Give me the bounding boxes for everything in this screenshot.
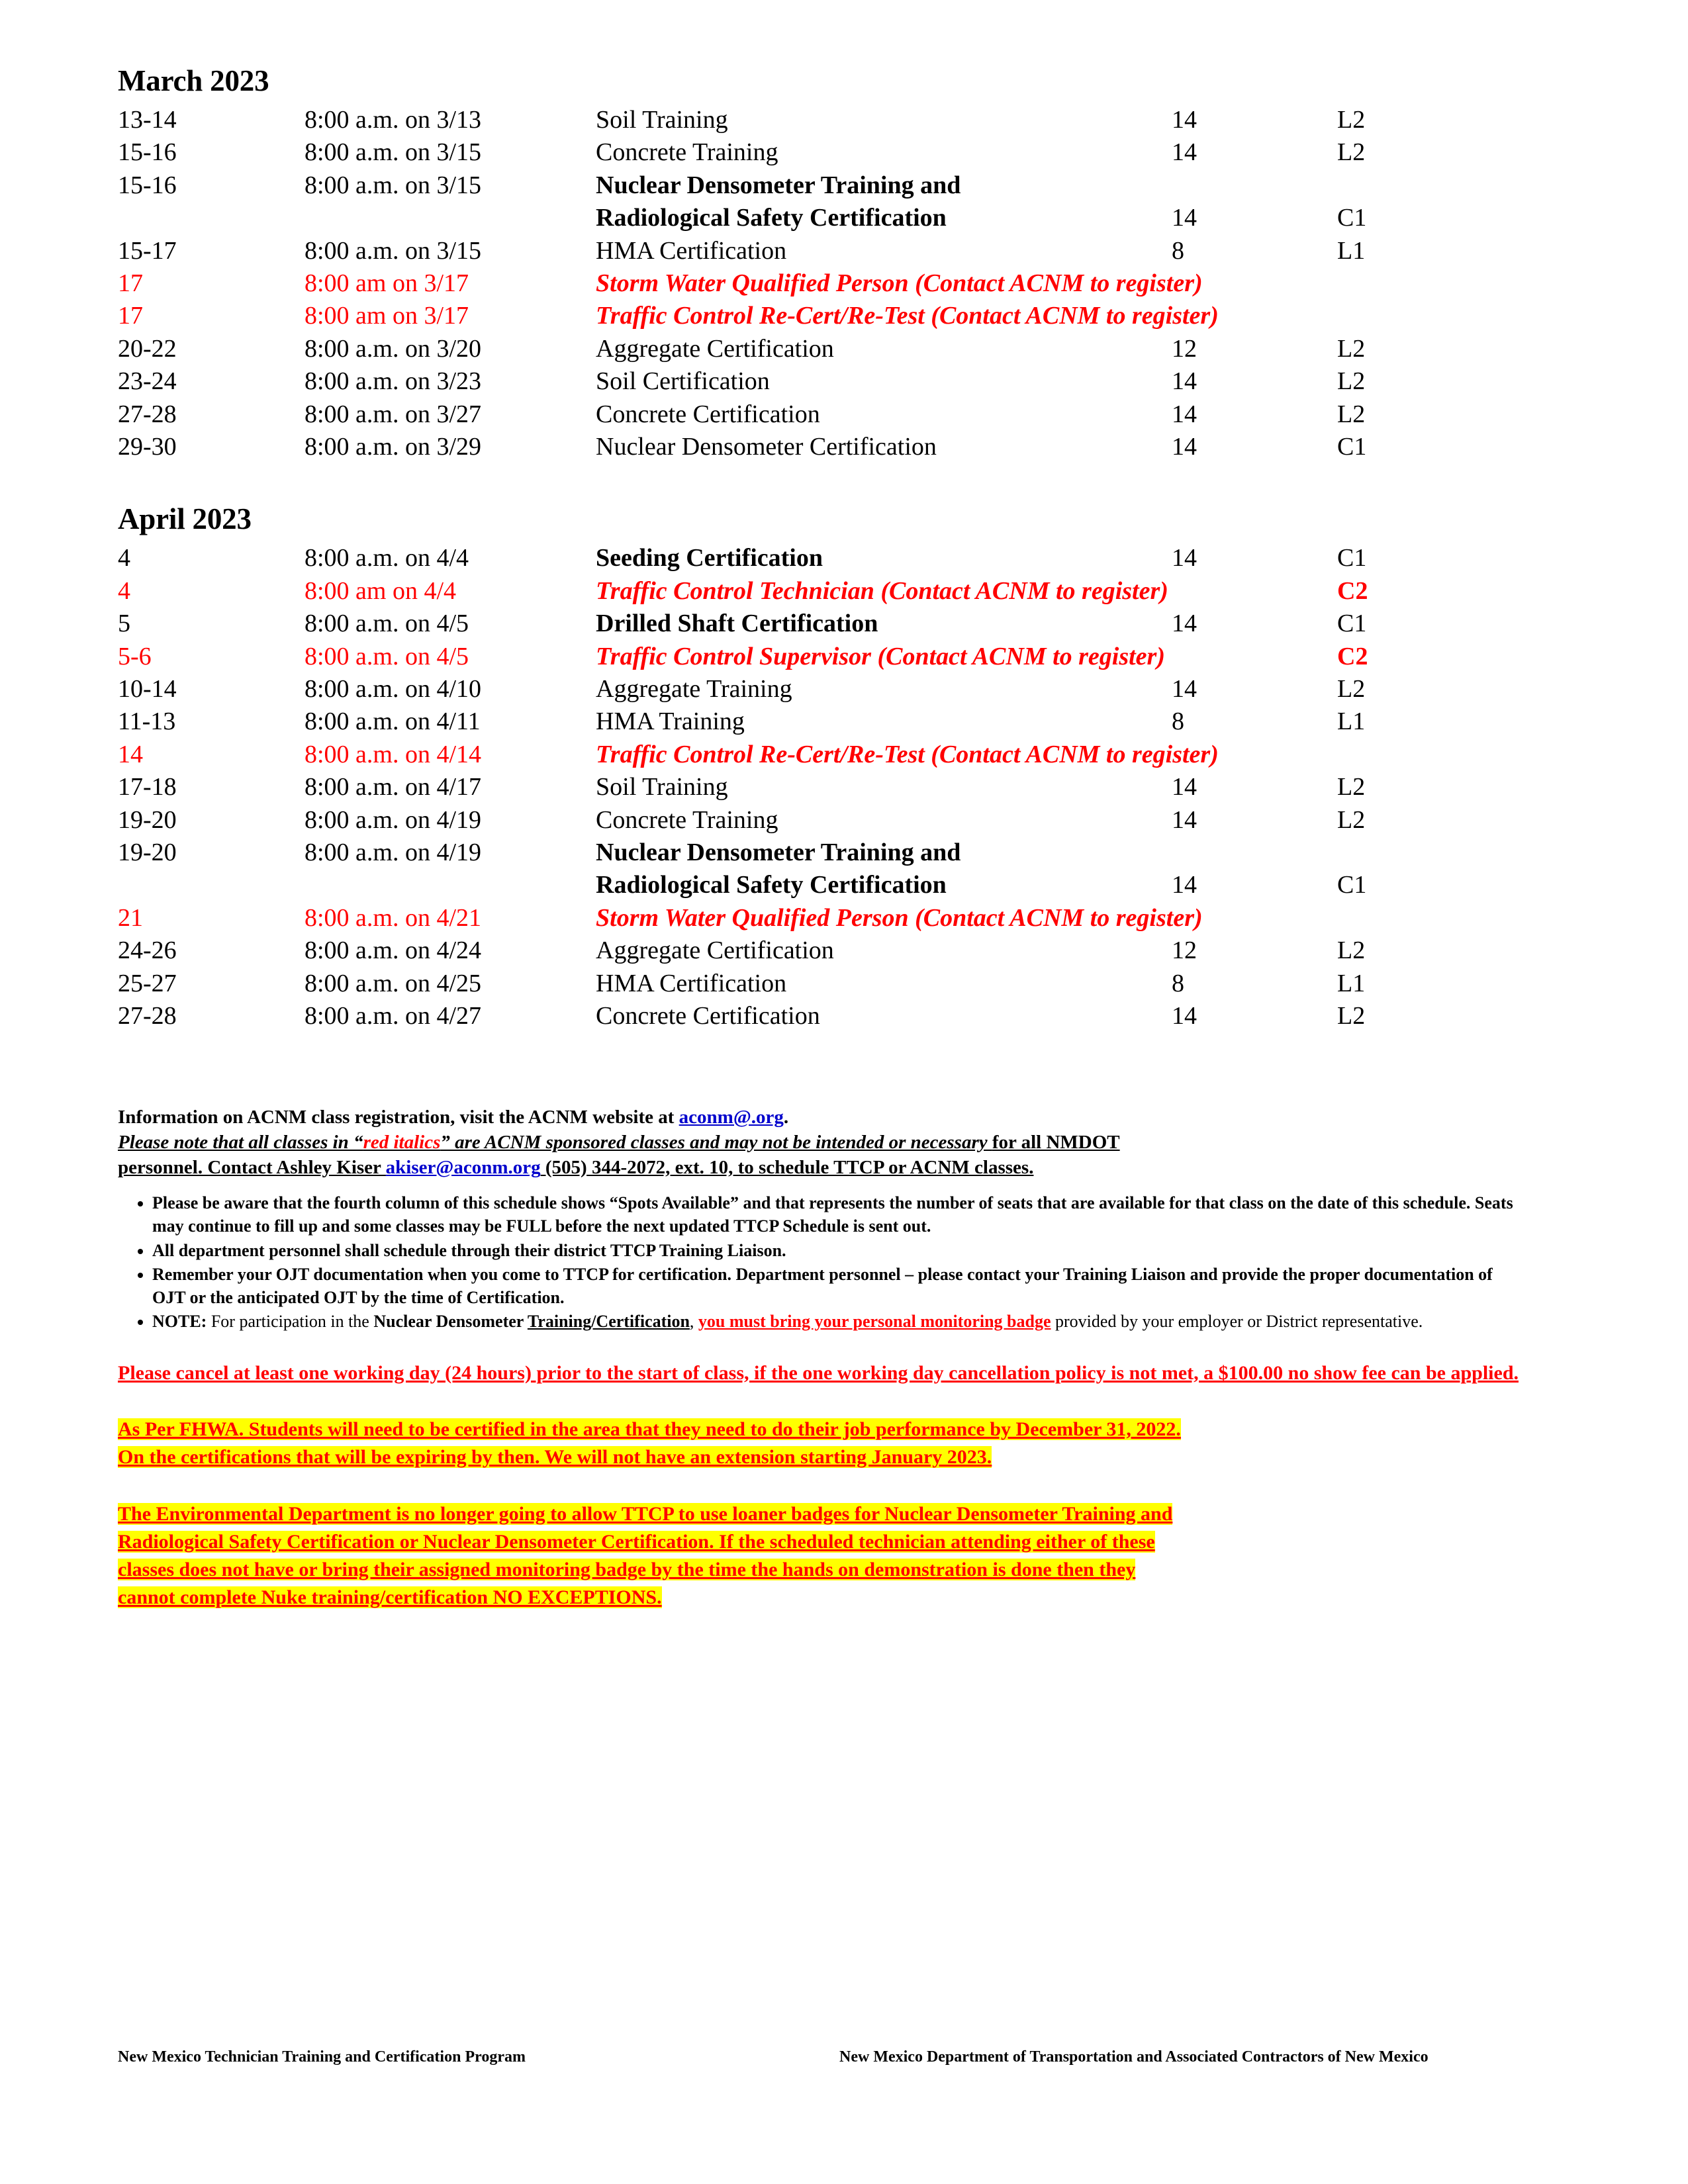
cell-spots — [1172, 641, 1337, 673]
note-bold: Please be aware that the fourth column of this schedule shows “Spots Available” and that represents the number of seats that are available for that class on the date of this schedule. Seats may continue to fill up and some classes may be FULL before the next updated TTCP Schedule is sent out. — [152, 1193, 1513, 1236]
cell-location — [1337, 267, 1521, 300]
cell-time: 8:00 am on 3/17 — [305, 269, 469, 298]
cell-class: Radiological Safety Certification — [596, 871, 947, 899]
cell-dates: 19-20 — [118, 805, 177, 834]
cell-spots: 12 — [1172, 936, 1197, 965]
cell-class: Storm Water Qualified Person (Contact ACNM to register) — [596, 269, 1203, 298]
table-row — [118, 136, 1521, 169]
cell-dates: 17 — [118, 269, 143, 298]
cell-class: Aggregate Certification — [596, 936, 834, 965]
footer-agency-name: New Mexico Department of Transportation and Associated Contractors of New Mexico — [839, 2048, 1429, 2066]
table-row — [118, 673, 1521, 705]
schedule-table — [118, 104, 1521, 463]
environmental-notice-line — [118, 1556, 1521, 1584]
cell-dates: 13-14 — [118, 106, 177, 134]
fhwa-notice-line — [118, 1443, 1521, 1471]
environmental-notice-line-text: classes does not have or bring their assigned monitoring badge by the time the hands on demonstration is done then they — [118, 1559, 1136, 1581]
environmental-notice — [118, 1500, 1521, 1612]
cell-spots: 14 — [1172, 871, 1197, 899]
table-row — [118, 398, 1521, 431]
cell-spots — [1172, 837, 1337, 869]
month-title: March 2023 — [118, 64, 269, 97]
cell-dates: 19-20 — [118, 839, 177, 866]
contact-name-text: personnel. Contact Ashley Kiser — [118, 1156, 386, 1178]
cell-location: C1 — [1337, 871, 1367, 899]
cell-spots: 14 — [1172, 367, 1197, 396]
table-row — [118, 431, 1521, 463]
cell-location: L2 — [1337, 400, 1366, 428]
cell-spots: 14 — [1172, 106, 1197, 134]
cell-class: Soil Training — [596, 773, 728, 801]
cell-class: Nuclear Densometer Training and — [596, 839, 961, 866]
cell-location — [1337, 837, 1521, 869]
cell-time: 8:00 a.m. on 3/27 — [305, 400, 482, 428]
cell-time: 8:00 a.m. on 3/13 — [305, 106, 482, 134]
table-row — [118, 202, 1521, 234]
fhwa-notice-line-text: On the certifications that will be expiring by then. We will not have an extension starting January 2023. — [118, 1446, 992, 1469]
cell-location: L1 — [1337, 969, 1366, 997]
cell-location: L1 — [1337, 236, 1366, 265]
schedule-table — [118, 542, 1521, 1032]
cell-spots: 14 — [1172, 1001, 1197, 1030]
cell-dates — [118, 202, 305, 234]
cell-time: 8:00 a.m. on 3/20 — [305, 334, 482, 363]
cell-dates: 5 — [118, 610, 130, 638]
environmental-notice-line — [118, 1528, 1521, 1556]
cell-location — [1337, 739, 1521, 771]
cell-spots: 14 — [1172, 204, 1197, 232]
contact-phone-text: (505) 344-2072, ext. 10, to schedule TTCP or ACNM classes. — [540, 1156, 1034, 1178]
cell-class: HMA Certification — [596, 969, 787, 997]
information-block — [118, 1105, 1521, 1612]
cell-class: Nuclear Densometer Certification — [596, 433, 937, 461]
cell-spots: 8 — [1172, 707, 1184, 736]
cell-location: L2 — [1337, 138, 1366, 167]
cell-spots: 8 — [1172, 969, 1184, 997]
ashley-kiser-email-link[interactable]: akiser@aconm.org — [385, 1156, 541, 1178]
environmental-notice-line-text: The Environmental Department is no longer going to allow TTCP to use loaner badges for Nuclear Densometer Training and — [118, 1503, 1173, 1525]
table-row — [118, 804, 1521, 837]
red-italics-emphasis: red italics — [363, 1132, 441, 1154]
cell-time: 8:00 am on 4/4 — [305, 576, 457, 605]
cell-time: 8:00 a.m. on 4/4 — [305, 544, 469, 572]
cell-location: L2 — [1337, 773, 1366, 801]
cell-class: Aggregate Certification — [596, 334, 834, 363]
red-italics-note-line — [118, 1130, 1521, 1156]
contact-line — [118, 1156, 1521, 1181]
cell-time: 8:00 a.m. on 3/15 — [305, 236, 482, 265]
cell-class: Aggregate Training — [596, 675, 792, 704]
table-row — [118, 300, 1521, 332]
list-item — [152, 1263, 1521, 1309]
cell-time: 8:00 a.m. on 4/5 — [305, 642, 469, 670]
cell-class: Soil Training — [596, 106, 728, 134]
month-block — [118, 64, 1582, 463]
cell-location: L2 — [1337, 1001, 1366, 1030]
cell-time: 8:00 a.m. on 4/14 — [305, 740, 482, 768]
cell-spots: 14 — [1172, 675, 1197, 704]
table-row — [118, 104, 1521, 136]
red-italics-note-b: ” are ACNM sponsored classes and may not be intended or necessary — [440, 1132, 992, 1154]
cell-dates — [118, 869, 305, 901]
page-footer — [118, 2048, 1582, 2066]
cell-dates: 29-30 — [118, 433, 177, 461]
table-row — [118, 267, 1521, 300]
table-row — [118, 771, 1521, 803]
cell-time: 8:00 a.m. on 3/29 — [305, 433, 482, 461]
note-red-underlined: you must bring your personal monitoring badge — [698, 1312, 1051, 1332]
table-row — [118, 869, 1521, 901]
cell-location — [1337, 300, 1521, 332]
cell-location: L1 — [1337, 707, 1366, 736]
note-underlined: Training/Certification — [527, 1312, 690, 1332]
cell-spots: 14 — [1172, 400, 1197, 428]
note-bold: Remember your OJT documentation when you come to TTCP for certification. Department personnel – please contact your Training Liaison and provide the proper documentation of OJT or the anticipated OJT by the time of Certification. — [152, 1265, 1493, 1307]
cell-time: 8:00 a.m. on 3/15 — [305, 138, 482, 167]
cell-location: L2 — [1337, 334, 1366, 363]
month-block — [118, 502, 1582, 1032]
cell-location — [1337, 169, 1521, 202]
cell-class: Concrete Certification — [596, 1001, 820, 1030]
table-row — [118, 902, 1521, 934]
cell-dates: 27-28 — [118, 400, 177, 428]
cell-time: 8:00 a.m. on 4/10 — [305, 675, 482, 704]
acnm-registration-line — [118, 1105, 1521, 1130]
cell-location: C1 — [1337, 544, 1367, 572]
cell-dates: 14 — [118, 740, 143, 768]
table-row — [118, 169, 1521, 202]
cell-time: 8:00 a.m. on 4/5 — [305, 610, 469, 638]
red-italics-note-c: for all NMDOT — [992, 1132, 1120, 1154]
cell-class: Traffic Control Supervisor (Contact ACNM to register) — [596, 642, 1165, 670]
list-item — [152, 1310, 1521, 1334]
note-bold: NOTE: — [152, 1312, 207, 1332]
cell-location: L2 — [1337, 367, 1366, 396]
cell-time: 8:00 a.m. on 4/24 — [305, 936, 482, 965]
cancellation-notice: Please cancel at least one working day (24 hours) prior to the start of class, if the one working day cancellation policy is not met, a $100.00 no show fee can be applied. — [118, 1361, 1519, 1384]
cell-dates: 20-22 — [118, 334, 177, 363]
cell-dates: 27-28 — [118, 1001, 177, 1030]
table-row — [118, 608, 1521, 640]
acnm-registration-period: . — [783, 1107, 789, 1128]
table-row — [118, 705, 1521, 738]
cell-location: L2 — [1337, 675, 1366, 704]
cell-spots: 14 — [1172, 433, 1197, 461]
cell-class: Drilled Shaft Certification — [596, 610, 878, 638]
cell-spots: 8 — [1172, 236, 1184, 265]
table-row — [118, 837, 1521, 869]
cell-spots: 12 — [1172, 334, 1197, 363]
note-text: provided by your employer or District representative. — [1051, 1312, 1423, 1332]
section-spacer — [118, 463, 1582, 502]
cell-dates: 17 — [118, 302, 143, 330]
cell-time: 8:00 a.m. on 3/15 — [305, 171, 482, 199]
cell-class: HMA Training — [596, 707, 745, 736]
table-row — [118, 641, 1521, 673]
fhwa-notice-line-text: As Per FHWA. Students will need to be certified in the area that they need to do their job performance by December 31, 2022. — [118, 1418, 1181, 1441]
cell-dates: 21 — [118, 903, 143, 932]
cell-dates: 24-26 — [118, 936, 177, 965]
cell-spots: 14 — [1172, 544, 1197, 572]
cell-time: 8:00 a.m. on 3/23 — [305, 367, 482, 396]
cell-dates: 10-14 — [118, 675, 177, 704]
cell-class: Seeding Certification — [596, 544, 823, 572]
cell-class: Concrete Training — [596, 805, 778, 834]
cell-time: 8:00 a.m. on 4/25 — [305, 969, 482, 997]
cell-dates: 11-13 — [118, 707, 176, 736]
cell-location: C1 — [1337, 610, 1367, 638]
month-title: April 2023 — [118, 502, 252, 536]
cell-time: 8:00 am on 3/17 — [305, 302, 469, 330]
cell-dates: 15-17 — [118, 236, 177, 265]
cell-spots: 14 — [1172, 773, 1197, 801]
table-row — [118, 968, 1521, 1000]
acnm-website-link[interactable]: aconm@.org — [679, 1107, 784, 1128]
cell-time: 8:00 a.m. on 4/11 — [305, 707, 481, 736]
cell-class: Concrete Training — [596, 138, 778, 167]
environmental-notice-line — [118, 1500, 1521, 1528]
cell-dates: 25-27 — [118, 969, 177, 997]
cell-dates: 15-16 — [118, 138, 177, 167]
cell-dates: 4 — [118, 576, 130, 605]
table-row — [118, 333, 1521, 365]
cell-time: 8:00 a.m. on 4/19 — [305, 839, 482, 866]
environmental-notice-line-text: cannot complete Nuke training/certification NO EXCEPTIONS. — [118, 1586, 662, 1609]
cell-location: C2 — [1337, 576, 1368, 605]
cell-time: 8:00 a.m. on 4/19 — [305, 805, 482, 834]
red-italics-note-a: Please note that all classes in “ — [118, 1132, 363, 1154]
acnm-registration-text: Information on ACNM class registration, visit the ACNM website at — [118, 1107, 679, 1128]
cell-class: Storm Water Qualified Person (Contact ACNM to register) — [596, 903, 1203, 932]
cell-location — [1337, 902, 1521, 934]
cell-spots: 14 — [1172, 138, 1197, 167]
cell-location: L2 — [1337, 936, 1366, 965]
note-text: , — [689, 1312, 698, 1332]
list-item — [152, 1240, 1521, 1263]
cell-time — [305, 869, 596, 901]
cell-time: 8:00 a.m. on 4/27 — [305, 1001, 482, 1030]
cell-location: L2 — [1337, 805, 1366, 834]
list-item — [152, 1192, 1521, 1238]
cell-location: C1 — [1337, 433, 1367, 461]
footer-program-name: New Mexico Technician Training and Certification Program — [118, 2048, 526, 2066]
table-row — [118, 1000, 1521, 1032]
table-row — [118, 575, 1521, 608]
cell-spots — [1172, 169, 1337, 202]
cell-spots: 14 — [1172, 610, 1197, 638]
cell-class: Nuclear Densometer Training and — [596, 171, 961, 199]
note-bold: Nuclear Densometer — [373, 1312, 528, 1332]
cell-location: C2 — [1337, 642, 1368, 670]
notes-list — [118, 1192, 1521, 1333]
cell-class: Traffic Control Re-Cert/Re-Test (Contact ACNM to register) — [596, 740, 1219, 768]
environmental-notice-line — [118, 1584, 1521, 1612]
table-row — [118, 235, 1521, 267]
cell-dates: 4 — [118, 544, 130, 572]
cell-dates: 15-16 — [118, 171, 177, 199]
cell-class: Soil Certification — [596, 367, 770, 396]
schedule-sections — [118, 64, 1582, 1032]
cell-time: 8:00 a.m. on 4/17 — [305, 773, 482, 801]
cell-spots — [1172, 575, 1337, 608]
cell-dates: 5-6 — [118, 642, 152, 670]
cell-dates: 23-24 — [118, 367, 177, 396]
cell-time — [305, 202, 596, 234]
note-text: For participation in the — [207, 1312, 374, 1332]
cell-class: Traffic Control Technician (Contact ACNM to register) — [596, 576, 1168, 605]
cell-class: Radiological Safety Certification — [596, 204, 947, 232]
cell-time: 8:00 a.m. on 4/21 — [305, 903, 482, 932]
environmental-notice-line-text: Radiological Safety Certification or Nuclear Densometer Certification. If the scheduled technician attending either of these — [118, 1531, 1155, 1553]
fhwa-notice — [118, 1416, 1521, 1471]
table-row — [118, 542, 1521, 574]
table-row — [118, 739, 1521, 771]
cell-class: Traffic Control Re-Cert/Re-Test (Contact ACNM to register) — [596, 302, 1219, 330]
fhwa-notice-line — [118, 1416, 1521, 1443]
cell-location: L2 — [1337, 106, 1366, 134]
table-row — [118, 934, 1521, 967]
note-bold: All department personnel shall schedule through their district TTCP Training Liaison. — [152, 1240, 786, 1260]
cell-dates: 17-18 — [118, 773, 177, 801]
table-row — [118, 365, 1521, 398]
cell-location: C1 — [1337, 204, 1367, 232]
cell-spots: 14 — [1172, 805, 1197, 834]
cell-class: HMA Certification — [596, 236, 787, 265]
cell-class: Concrete Certification — [596, 400, 820, 428]
